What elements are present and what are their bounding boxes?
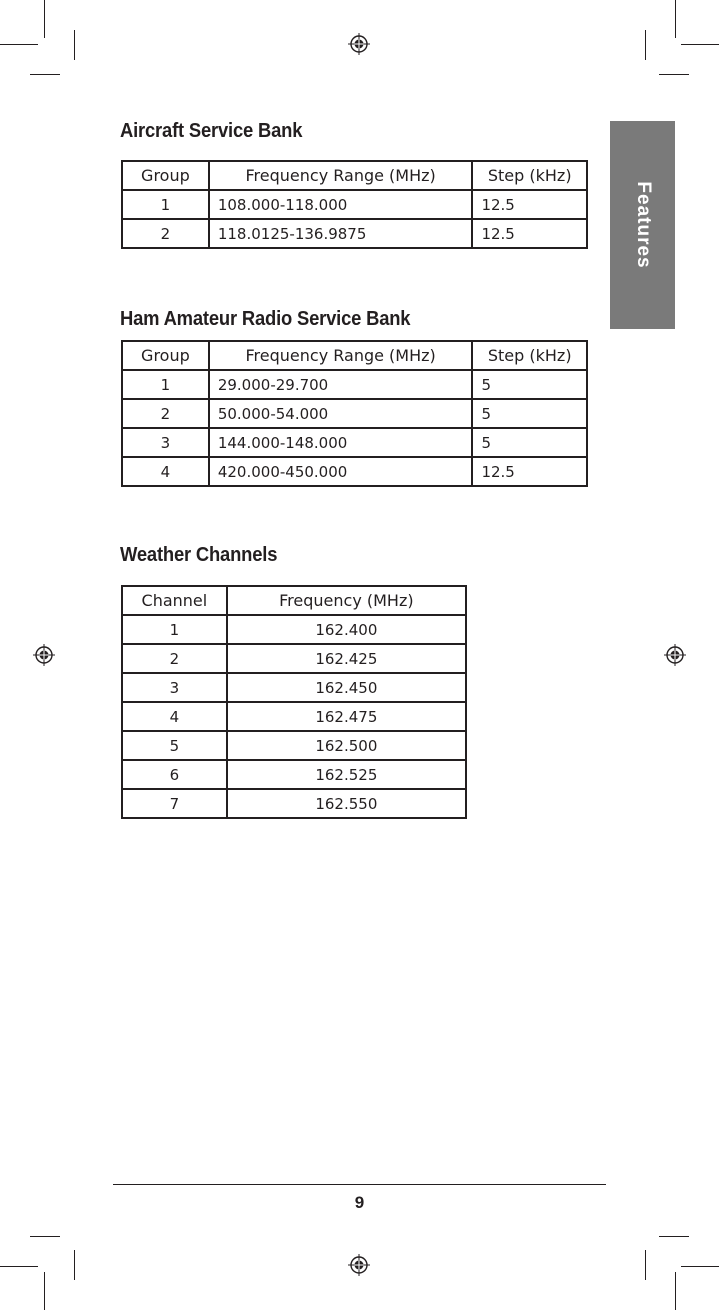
table-cell: 162.550 xyxy=(227,789,466,818)
table-cell: 3 xyxy=(122,673,227,702)
crop-mark xyxy=(74,1250,75,1280)
registration-mark-icon xyxy=(348,33,370,55)
table-cell: 108.000-118.000 xyxy=(209,190,473,219)
table-cell: 4 xyxy=(122,457,209,486)
table-cell: 5 xyxy=(472,428,587,457)
table-row xyxy=(122,370,587,399)
table-cell: 1 xyxy=(122,615,227,644)
table-row xyxy=(122,789,466,818)
aircraft-section-title: Aircraft Service Bank xyxy=(120,120,303,142)
aircraft-table xyxy=(121,160,588,249)
table-cell: 162.425 xyxy=(227,644,466,673)
table-cell: 162.450 xyxy=(227,673,466,702)
crop-mark xyxy=(30,1236,60,1237)
table-row xyxy=(122,702,466,731)
ham-table xyxy=(121,340,588,487)
table-cell: 50.000-54.000 xyxy=(209,399,473,428)
table-row xyxy=(122,644,466,673)
crop-mark xyxy=(681,1266,719,1267)
table-cell: 5 xyxy=(472,399,587,428)
column-header: Group xyxy=(122,161,209,190)
table-cell: 144.000-148.000 xyxy=(209,428,473,457)
table-cell: 162.400 xyxy=(227,615,466,644)
table-row xyxy=(122,219,587,248)
table-cell: 2 xyxy=(122,644,227,673)
table-cell: 1 xyxy=(122,190,209,219)
table-row xyxy=(122,731,466,760)
registration-mark-icon xyxy=(348,1254,370,1276)
table-cell: 12.5 xyxy=(472,457,587,486)
crop-mark xyxy=(659,74,689,75)
table-cell: 5 xyxy=(472,370,587,399)
table-cell: 2 xyxy=(122,219,209,248)
crop-mark xyxy=(0,44,38,45)
table-header-row xyxy=(122,161,587,190)
page-number: 9 xyxy=(354,1193,365,1212)
table-cell: 4 xyxy=(122,702,227,731)
column-header: Channel xyxy=(122,586,227,615)
table-cell: 118.0125-136.9875 xyxy=(209,219,473,248)
table-row xyxy=(122,399,587,428)
ham-section-title: Ham Amateur Radio Service Bank xyxy=(120,308,411,330)
table-row xyxy=(122,457,587,486)
column-header: Group xyxy=(122,341,209,370)
table-row xyxy=(122,190,587,219)
table-row xyxy=(122,673,466,702)
column-header: Frequency Range (MHz) xyxy=(209,161,473,190)
weather-table xyxy=(121,585,467,819)
crop-mark xyxy=(44,0,45,38)
crop-mark xyxy=(44,1272,45,1310)
crop-mark xyxy=(645,1250,646,1280)
table-cell: 162.525 xyxy=(227,760,466,789)
crop-mark xyxy=(681,44,719,45)
table-cell: 6 xyxy=(122,760,227,789)
table-row xyxy=(122,615,466,644)
table-cell: 3 xyxy=(122,428,209,457)
table-header-row xyxy=(122,586,466,615)
column-header: Step (kHz) xyxy=(472,161,587,190)
crop-mark xyxy=(645,30,646,60)
crop-mark xyxy=(74,30,75,60)
column-header: Frequency (MHz) xyxy=(227,586,466,615)
crop-mark xyxy=(659,1236,689,1237)
crop-mark xyxy=(675,0,676,38)
section-side-tab xyxy=(610,121,675,329)
table-cell: 12.5 xyxy=(472,190,587,219)
registration-mark-icon xyxy=(33,644,55,666)
table-cell: 162.500 xyxy=(227,731,466,760)
table-cell: 420.000-450.000 xyxy=(209,457,473,486)
side-tab-label: Features xyxy=(632,181,654,269)
table-cell: 29.000-29.700 xyxy=(209,370,473,399)
column-header: Step (kHz) xyxy=(472,341,587,370)
table-row xyxy=(122,760,466,789)
table-cell: 2 xyxy=(122,399,209,428)
crop-mark xyxy=(30,74,60,75)
column-header: Frequency Range (MHz) xyxy=(209,341,473,370)
table-cell: 7 xyxy=(122,789,227,818)
weather-section-title: Weather Channels xyxy=(120,544,278,566)
table-cell: 5 xyxy=(122,731,227,760)
table-cell: 1 xyxy=(122,370,209,399)
registration-mark-icon xyxy=(664,644,686,666)
crop-mark xyxy=(0,1266,38,1267)
crop-mark xyxy=(675,1272,676,1310)
footer-divider xyxy=(113,1184,606,1185)
table-cell: 12.5 xyxy=(472,219,587,248)
table-row xyxy=(122,428,587,457)
table-header-row xyxy=(122,341,587,370)
table-cell: 162.475 xyxy=(227,702,466,731)
